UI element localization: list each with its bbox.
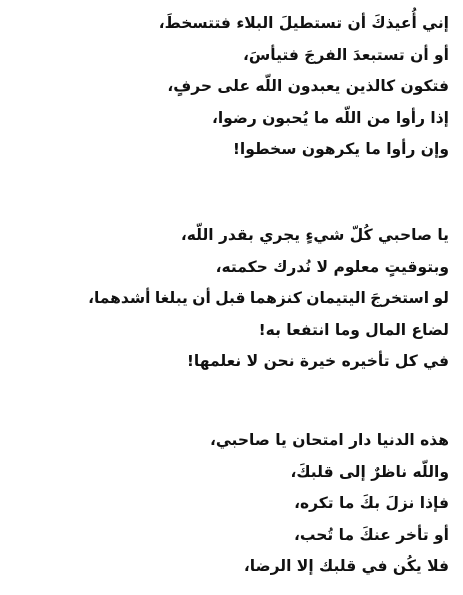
stanza-world-test	[9, 425, 449, 583]
text-line: هذه الدنيا دار امتحان يا صاحبي،	[209, 431, 449, 449]
text-line: أو أن تستبعدَ الفرجَ فتيأسَ،	[242, 45, 449, 64]
stanza-patience	[9, 8, 449, 166]
text-line: فتكون كالذين يعبدون اللّه على حرفٍ،	[167, 77, 449, 95]
text-line: إني أُعيذكَ أن تستطيلَ البلاء فتتسخطَ،	[158, 14, 449, 32]
text-line: وبتوقيتٍ معلوم لا نُدرك حكمته،	[215, 257, 449, 276]
text-line: إذا رأوا من اللّه ما يُحبون رضوا،	[211, 108, 449, 127]
text-line: فإذا نزلَ بكَ ما تكره،	[294, 494, 449, 512]
text-line: واللّه ناظرٌ إلى قلبكَ،	[290, 462, 449, 481]
text-line: أو تأخر عنكَ ما تُحب،	[293, 525, 449, 544]
text-line: لضاع المال وما انتفعا به!	[258, 320, 449, 339]
text-line: لو استخرجَ اليتيمان كنزهما قبل أن يبلغا أشدهما،	[88, 289, 449, 307]
text-line: يا صاحبي كُلّ شيءٍ يجري بقدر اللّه،	[180, 226, 449, 244]
stanza-divine-timing	[9, 220, 449, 378]
text-line: وإن رأوا ما يكرهون سخطوا!	[232, 140, 449, 158]
text-line: في كل تأخيره خيرة نحن لا نعلمها!	[186, 352, 449, 370]
text-line: فلا يكُن في قلبك إلا الرضا،	[243, 557, 449, 575]
